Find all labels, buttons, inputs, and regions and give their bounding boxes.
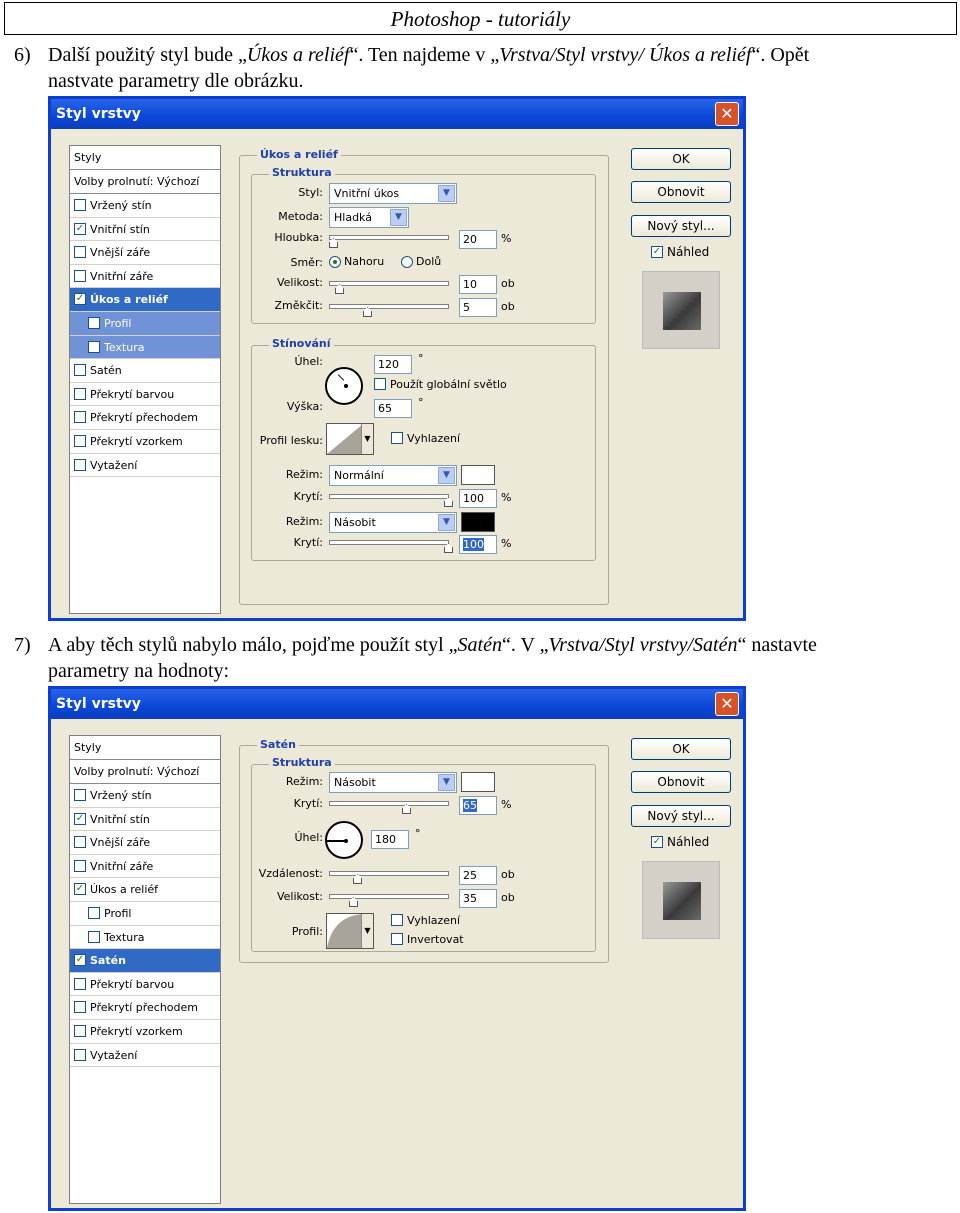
highlight-opacity-input[interactable]: 100 bbox=[459, 489, 497, 508]
checkbox[interactable] bbox=[88, 341, 100, 353]
checkbox[interactable] bbox=[74, 1025, 86, 1037]
chevron-down-icon: ▼ bbox=[438, 514, 455, 531]
depth-label: Hloubka: bbox=[274, 231, 323, 244]
blend-mode-label: Režim: bbox=[285, 775, 323, 788]
reset-button[interactable]: Obnovit bbox=[631, 771, 731, 793]
gloss-contour-picker[interactable] bbox=[326, 423, 374, 455]
checkbox[interactable] bbox=[374, 378, 386, 390]
checkbox[interactable] bbox=[74, 789, 86, 801]
percent-unit: % bbox=[501, 491, 512, 504]
size-slider[interactable] bbox=[329, 894, 449, 899]
list-item-drop-shadow[interactable]: Vržený stín bbox=[70, 784, 220, 808]
contour-picker[interactable] bbox=[326, 913, 374, 949]
list-item-blending-options[interactable]: Volby prolnutí: Výchozí bbox=[70, 760, 220, 784]
angle-label: Úhel: bbox=[294, 355, 323, 368]
checkbox[interactable] bbox=[391, 914, 403, 926]
list-item-satin[interactable]: Satén bbox=[70, 359, 220, 383]
distance-unit: ob bbox=[501, 868, 515, 881]
checkbox-checked[interactable]: ✓ bbox=[652, 835, 662, 847]
percent-unit: % bbox=[501, 537, 512, 550]
method-select[interactable]: Hladká ▼ bbox=[329, 207, 409, 228]
list-item-stroke[interactable]: Vytažení bbox=[70, 454, 220, 478]
styles-list bbox=[69, 735, 221, 1204]
checkbox[interactable] bbox=[88, 931, 100, 943]
angle-unit: ° bbox=[418, 352, 424, 365]
angle-label: Úhel: bbox=[294, 831, 323, 844]
checkbox[interactable] bbox=[391, 432, 403, 444]
distance-input[interactable]: 25 bbox=[459, 866, 497, 885]
section-title: Úkos a reliéf bbox=[257, 148, 341, 161]
dial-needle bbox=[338, 374, 344, 380]
soften-unit: ob bbox=[501, 300, 515, 313]
method-label: Metoda: bbox=[278, 210, 323, 223]
highlight-color-swatch[interactable] bbox=[461, 465, 495, 485]
contour-curve-icon bbox=[327, 914, 363, 948]
invert-checkbox[interactable]: Invertovat bbox=[391, 933, 464, 946]
checkbox[interactable] bbox=[74, 388, 86, 400]
list-item-inner-shadow[interactable]: ✓ Vnitřní stín bbox=[70, 218, 220, 242]
preview-swatch bbox=[663, 292, 701, 330]
list-item-color-overlay[interactable]: Překrytí barvou bbox=[70, 383, 220, 407]
dial-center bbox=[344, 384, 348, 388]
checkbox[interactable] bbox=[74, 364, 86, 376]
list-item-texture[interactable]: Textura bbox=[70, 926, 220, 950]
direction-up-radio[interactable]: Nahoru bbox=[329, 255, 384, 268]
preview-checkbox[interactable]: ✓ Náhled bbox=[652, 835, 710, 849]
style-preview bbox=[642, 271, 720, 349]
chevron-down-icon: ▼ bbox=[390, 209, 407, 226]
list-empty-area bbox=[70, 1067, 220, 1203]
list-item-color-overlay[interactable]: Překrytí barvou bbox=[70, 973, 220, 997]
direction-label: Směr: bbox=[290, 256, 323, 269]
blend-mode-select[interactable]: Násobit ▼ bbox=[329, 772, 457, 793]
gloss-contour-label: Profil lesku: bbox=[259, 434, 323, 447]
shading-title: Stínování bbox=[269, 337, 334, 350]
layer-style-dialog-bevel bbox=[48, 96, 746, 621]
structure-title: Struktura bbox=[269, 166, 335, 179]
depth-unit: % bbox=[501, 232, 512, 245]
list-item-contour[interactable]: Profil bbox=[70, 902, 220, 926]
step-6-text: 6) Další použitý styl bude „Úkos a reliéf“. Ten najdeme v „Vrstva/Styl vrstvy/ Úkos a reliéf“. Opět nastvate parametry dle obrázku. bbox=[14, 44, 810, 92]
size-input[interactable]: 35 bbox=[459, 889, 497, 908]
opacity-slider[interactable] bbox=[329, 801, 449, 806]
checkbox[interactable] bbox=[74, 270, 86, 282]
list-item-blending-options[interactable]: Volby prolnutí: Výchozí bbox=[70, 170, 220, 194]
close-icon[interactable]: ✕ bbox=[715, 102, 739, 126]
angle-dial[interactable] bbox=[325, 367, 363, 405]
structure-title: Struktura bbox=[269, 756, 335, 769]
style-label: Styl: bbox=[298, 186, 323, 199]
checkbox-checked[interactable]: ✓ bbox=[75, 954, 85, 966]
checkbox[interactable] bbox=[74, 1001, 86, 1013]
antialiased-checkbox[interactable]: Vyhlazení bbox=[391, 432, 460, 445]
size-slider[interactable] bbox=[329, 281, 449, 286]
altitude-label: Výška: bbox=[286, 400, 323, 413]
soften-label: Změkčit: bbox=[274, 299, 323, 312]
close-icon[interactable]: ✕ bbox=[715, 692, 739, 716]
reset-button[interactable]: Obnovit bbox=[631, 181, 731, 203]
list-item-drop-shadow[interactable]: Vržený stín bbox=[70, 194, 220, 218]
list-item-inner-glow[interactable]: Vnitřní záře bbox=[70, 265, 220, 289]
angle-input[interactable]: 180 bbox=[371, 830, 409, 849]
opacity-input[interactable]: 65 bbox=[459, 796, 497, 815]
highlight-opacity-label: Krytí: bbox=[293, 490, 323, 503]
satin-color-swatch[interactable] bbox=[461, 772, 495, 792]
page-header: Photoshop - tutoriály bbox=[4, 2, 957, 35]
checkbox[interactable] bbox=[74, 435, 86, 447]
angle-dial[interactable] bbox=[325, 821, 363, 859]
chevron-down-icon: ▼ bbox=[438, 467, 455, 484]
ok-button[interactable]: OK bbox=[631, 148, 731, 170]
ok-button[interactable]: OK bbox=[631, 738, 731, 760]
depth-slider[interactable] bbox=[329, 235, 449, 240]
list-item-outer-glow[interactable]: Vnější záře bbox=[70, 241, 220, 265]
list-item-outer-glow[interactable]: Vnější záře bbox=[70, 831, 220, 855]
soften-input[interactable]: 5 bbox=[459, 298, 497, 317]
contour-label: Profil: bbox=[291, 925, 323, 938]
chevron-down-icon: ▼ bbox=[438, 774, 455, 791]
checkbox[interactable] bbox=[88, 907, 100, 919]
list-item-pattern-overlay[interactable]: Překrytí vzorkem bbox=[70, 1020, 220, 1044]
checkbox-checked[interactable]: ✓ bbox=[75, 883, 85, 895]
chevron-down-icon: ▼ bbox=[438, 185, 455, 202]
shadow-color-swatch[interactable] bbox=[461, 512, 495, 532]
opacity-unit: % bbox=[501, 798, 512, 811]
layer-style-dialog-satin bbox=[48, 686, 746, 1211]
list-item-bevel-emboss[interactable]: ✓ Úkos a reliéf bbox=[70, 288, 220, 312]
checkbox[interactable] bbox=[88, 317, 100, 329]
dialog-title-bar: Styl vrstvy ✕ bbox=[51, 99, 743, 129]
list-item-contour[interactable]: Profil bbox=[70, 312, 220, 336]
checkbox-checked[interactable]: ✓ bbox=[75, 812, 85, 824]
chevron-down-icon: ▼ bbox=[361, 424, 373, 454]
checkbox[interactable] bbox=[74, 411, 86, 423]
checkbox[interactable] bbox=[74, 199, 86, 211]
shadow-mode-label: Režim: bbox=[285, 515, 323, 528]
checkbox-checked[interactable]: ✓ bbox=[652, 245, 662, 257]
size-label: Velikost: bbox=[276, 276, 323, 289]
dialog-title-bar: Styl vrstvy ✕ bbox=[51, 689, 743, 719]
preview-swatch bbox=[663, 882, 701, 920]
contour-curve-icon bbox=[327, 424, 363, 454]
checkbox[interactable] bbox=[74, 978, 86, 990]
list-item-satin[interactable]: ✓ Satén bbox=[70, 949, 220, 973]
checkbox-checked[interactable]: ✓ bbox=[75, 293, 85, 305]
soften-slider[interactable] bbox=[329, 304, 449, 309]
angle-input[interactable]: 120 bbox=[374, 355, 412, 374]
checkbox[interactable] bbox=[74, 246, 86, 258]
list-item-styles[interactable]: Styly bbox=[70, 736, 220, 760]
antialiased-checkbox[interactable]: Vyhlazení bbox=[391, 914, 460, 927]
style-preview bbox=[642, 861, 720, 939]
list-item-gradient-overlay[interactable]: Překrytí přechodem bbox=[70, 996, 220, 1020]
checkbox[interactable] bbox=[74, 1049, 86, 1061]
style-select[interactable]: Vnitřní úkos ▼ bbox=[329, 183, 457, 204]
altitude-input[interactable]: 65 bbox=[374, 399, 412, 418]
shadow-opacity-input[interactable]: 100 bbox=[459, 535, 497, 554]
size-unit: ob bbox=[501, 277, 515, 290]
new-style-button[interactable]: Nový styl... bbox=[631, 215, 731, 237]
highlight-mode-select[interactable]: Normální ▼ bbox=[329, 465, 457, 486]
checkbox[interactable] bbox=[391, 933, 403, 945]
list-item-gradient-overlay[interactable]: Překrytí přechodem bbox=[70, 406, 220, 430]
size-input[interactable]: 10 bbox=[459, 275, 497, 294]
depth-input[interactable]: 20 bbox=[459, 230, 497, 249]
preview-checkbox[interactable]: ✓ Náhled bbox=[652, 245, 710, 259]
radio-selected[interactable] bbox=[329, 256, 341, 268]
list-item-styles[interactable]: Styly bbox=[70, 146, 220, 170]
highlight-mode-label: Režim: bbox=[285, 468, 323, 481]
shadow-mode-select[interactable]: Násobit ▼ bbox=[329, 512, 457, 533]
distance-slider[interactable] bbox=[329, 871, 449, 876]
section-title: Satén bbox=[257, 738, 299, 751]
angle-unit: ° bbox=[415, 827, 421, 840]
distance-label: Vzdálenost: bbox=[258, 867, 323, 880]
highlight-opacity-slider[interactable] bbox=[329, 494, 449, 499]
radio[interactable] bbox=[401, 256, 413, 268]
opacity-label: Krytí: bbox=[293, 797, 323, 810]
direction-down-radio[interactable]: Dolů bbox=[401, 255, 441, 268]
size-unit: ob bbox=[501, 891, 515, 904]
dial-needle bbox=[327, 840, 345, 842]
styles-list bbox=[69, 145, 221, 614]
shadow-opacity-slider[interactable] bbox=[329, 540, 449, 545]
checkbox[interactable] bbox=[74, 459, 86, 471]
shadow-opacity-label: Krytí: bbox=[293, 536, 323, 549]
global-light-checkbox[interactable]: Použít globální světlo bbox=[374, 378, 507, 391]
size-label: Velikost: bbox=[276, 890, 323, 903]
chevron-down-icon: ▼ bbox=[361, 914, 373, 948]
checkbox[interactable] bbox=[74, 860, 86, 872]
list-item-inner-shadow[interactable]: ✓ Vnitřní stín bbox=[70, 808, 220, 832]
list-item-pattern-overlay[interactable]: Překrytí vzorkem bbox=[70, 430, 220, 454]
list-item-texture[interactable]: Textura bbox=[70, 336, 220, 360]
list-item-inner-glow[interactable]: Vnitřní záře bbox=[70, 855, 220, 879]
list-item-bevel-emboss[interactable]: ✓ Úkos a reliéf bbox=[70, 878, 220, 902]
step-7-text: 7) A aby těch stylů nabylo málo, pojďme použít styl „Satén“. V „Vrstva/Styl vrstvy/Satén“ nastavte parametry na hodnoty: bbox=[14, 634, 817, 682]
list-item-stroke[interactable]: Vytažení bbox=[70, 1044, 220, 1068]
list-empty-area bbox=[70, 477, 220, 613]
checkbox-checked[interactable]: ✓ bbox=[75, 222, 85, 234]
new-style-button[interactable]: Nový styl... bbox=[631, 805, 731, 827]
altitude-unit: ° bbox=[418, 396, 424, 409]
checkbox[interactable] bbox=[74, 836, 86, 848]
